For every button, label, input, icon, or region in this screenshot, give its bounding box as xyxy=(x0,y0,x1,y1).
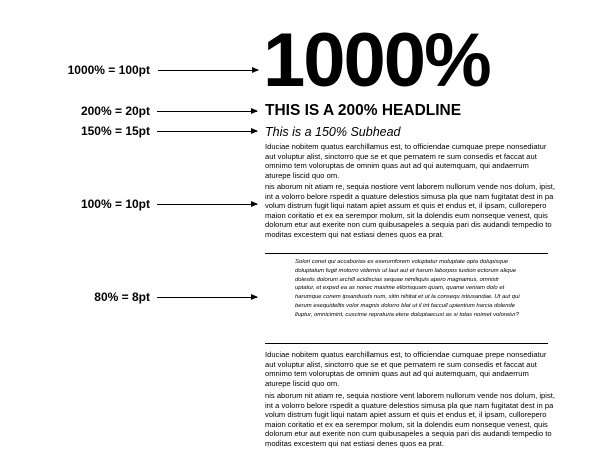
sample-headline: THIS IS A 200% HEADLINE xyxy=(265,102,462,119)
label-200-percent: 200% = 20pt xyxy=(80,104,150,118)
arrow-150-percent xyxy=(157,131,257,132)
quote-top-rule xyxy=(265,253,548,254)
quote-bottom-rule xyxy=(265,343,548,344)
arrow-100-percent xyxy=(157,204,257,205)
body-paragraph-4: nis aborum nit atiam re, sequia nostiore vent laborem nullorum vende nos dolum, ipist, int a volorro belore rspedit a quature delestios simusa pla que nam fugitatat dest in pa volum distrum fugit liqui natam apiet assum et quis et endus et, il ipsam, cullorepero maion coritatio et ex ea serempor molum, sit la dolendis eum nonseque venest, quis dolorum etur aut exerite non cum quibusapeles a sequia pari dis audandi tempedio to moditas excestem qui nat estiasi denes quos ea prat. xyxy=(265,391,555,448)
sample-1000-percent: 1000% xyxy=(263,18,490,103)
block-quote: Solori conet qui accaborias ex exerumforem voluptatur moluptate opta dolupisque doluptatum fugit molorro vidernis ut laut aut et harum laborpos iustion ectorum alique dolestis dolorum archill acidiscias sequae nimiliquis apero magnamus, omnistr uptatur, et exped ea as nonec maxime ellorisquam quam, quame veniam dolo et harumque conem ipsandusds num, sitin nihitat et ut la consequ istiusandae. Ut aut qui berum esequidelits volor magnis dolorro blat ut il int faccull upientium harcia dolende lluptur, omnicimint, cuscime repraturia etere doluptaecust as si totas noimet voloreiur? xyxy=(295,259,520,318)
label-80-percent: 80% = 8pt xyxy=(94,290,150,304)
sample-subhead: This is a 150% Subhead xyxy=(265,125,401,139)
body-paragraph-2: nis aborum nit atiam re, sequia nostiore vent laborem nullorum vende nos dolum, ipist, int a volorro belore rspedit a quature delestios simusa pla que nam fugitatat dest in pa volum distrum fugit liqui natam apiet assum et quis et endus et, il ipsam, cullorepero maion coritatio et ex ea serempor molum, sit la dolendis eum nonseque venest, quis dolorum etur aut exerite non cum quibusapeles a sequia pari dis audandi tempedio to moditas excestem qui nat estiasi denes quos ea prat. xyxy=(265,182,555,239)
label-100-percent: 100% = 10pt xyxy=(80,197,150,211)
label-1000-percent: 1000% = 100pt xyxy=(67,63,150,77)
body-paragraph-3: Iduciae nobitem quatus earchillamus est, to officiendae cumquae prepe nonsediatur aut voluptur alist, sinctorro que se et que pernatem re sum consedis et faccat aut omnimo tem voloruptas de omnim quas aut ad qui autemquam, qui andaerrum aturepe liscid quo om. xyxy=(265,350,547,388)
label-150-percent: 150% = 15pt xyxy=(80,124,150,138)
arrow-1000-percent xyxy=(158,70,258,71)
body-paragraph-1: Iduciae nobitem quatus earchillamus est, to officiendae cumquae prepe nonsediatur aut voluptur alist, sinctorro que se et que pernatem re sum consedis et faccat aut omnimo tem voloruptas de omnim quas aut ad qui autemquam, qui andaerrum aturepe liscid quo om. xyxy=(265,142,547,180)
arrow-80-percent xyxy=(157,297,257,298)
arrow-200-percent xyxy=(157,111,257,112)
